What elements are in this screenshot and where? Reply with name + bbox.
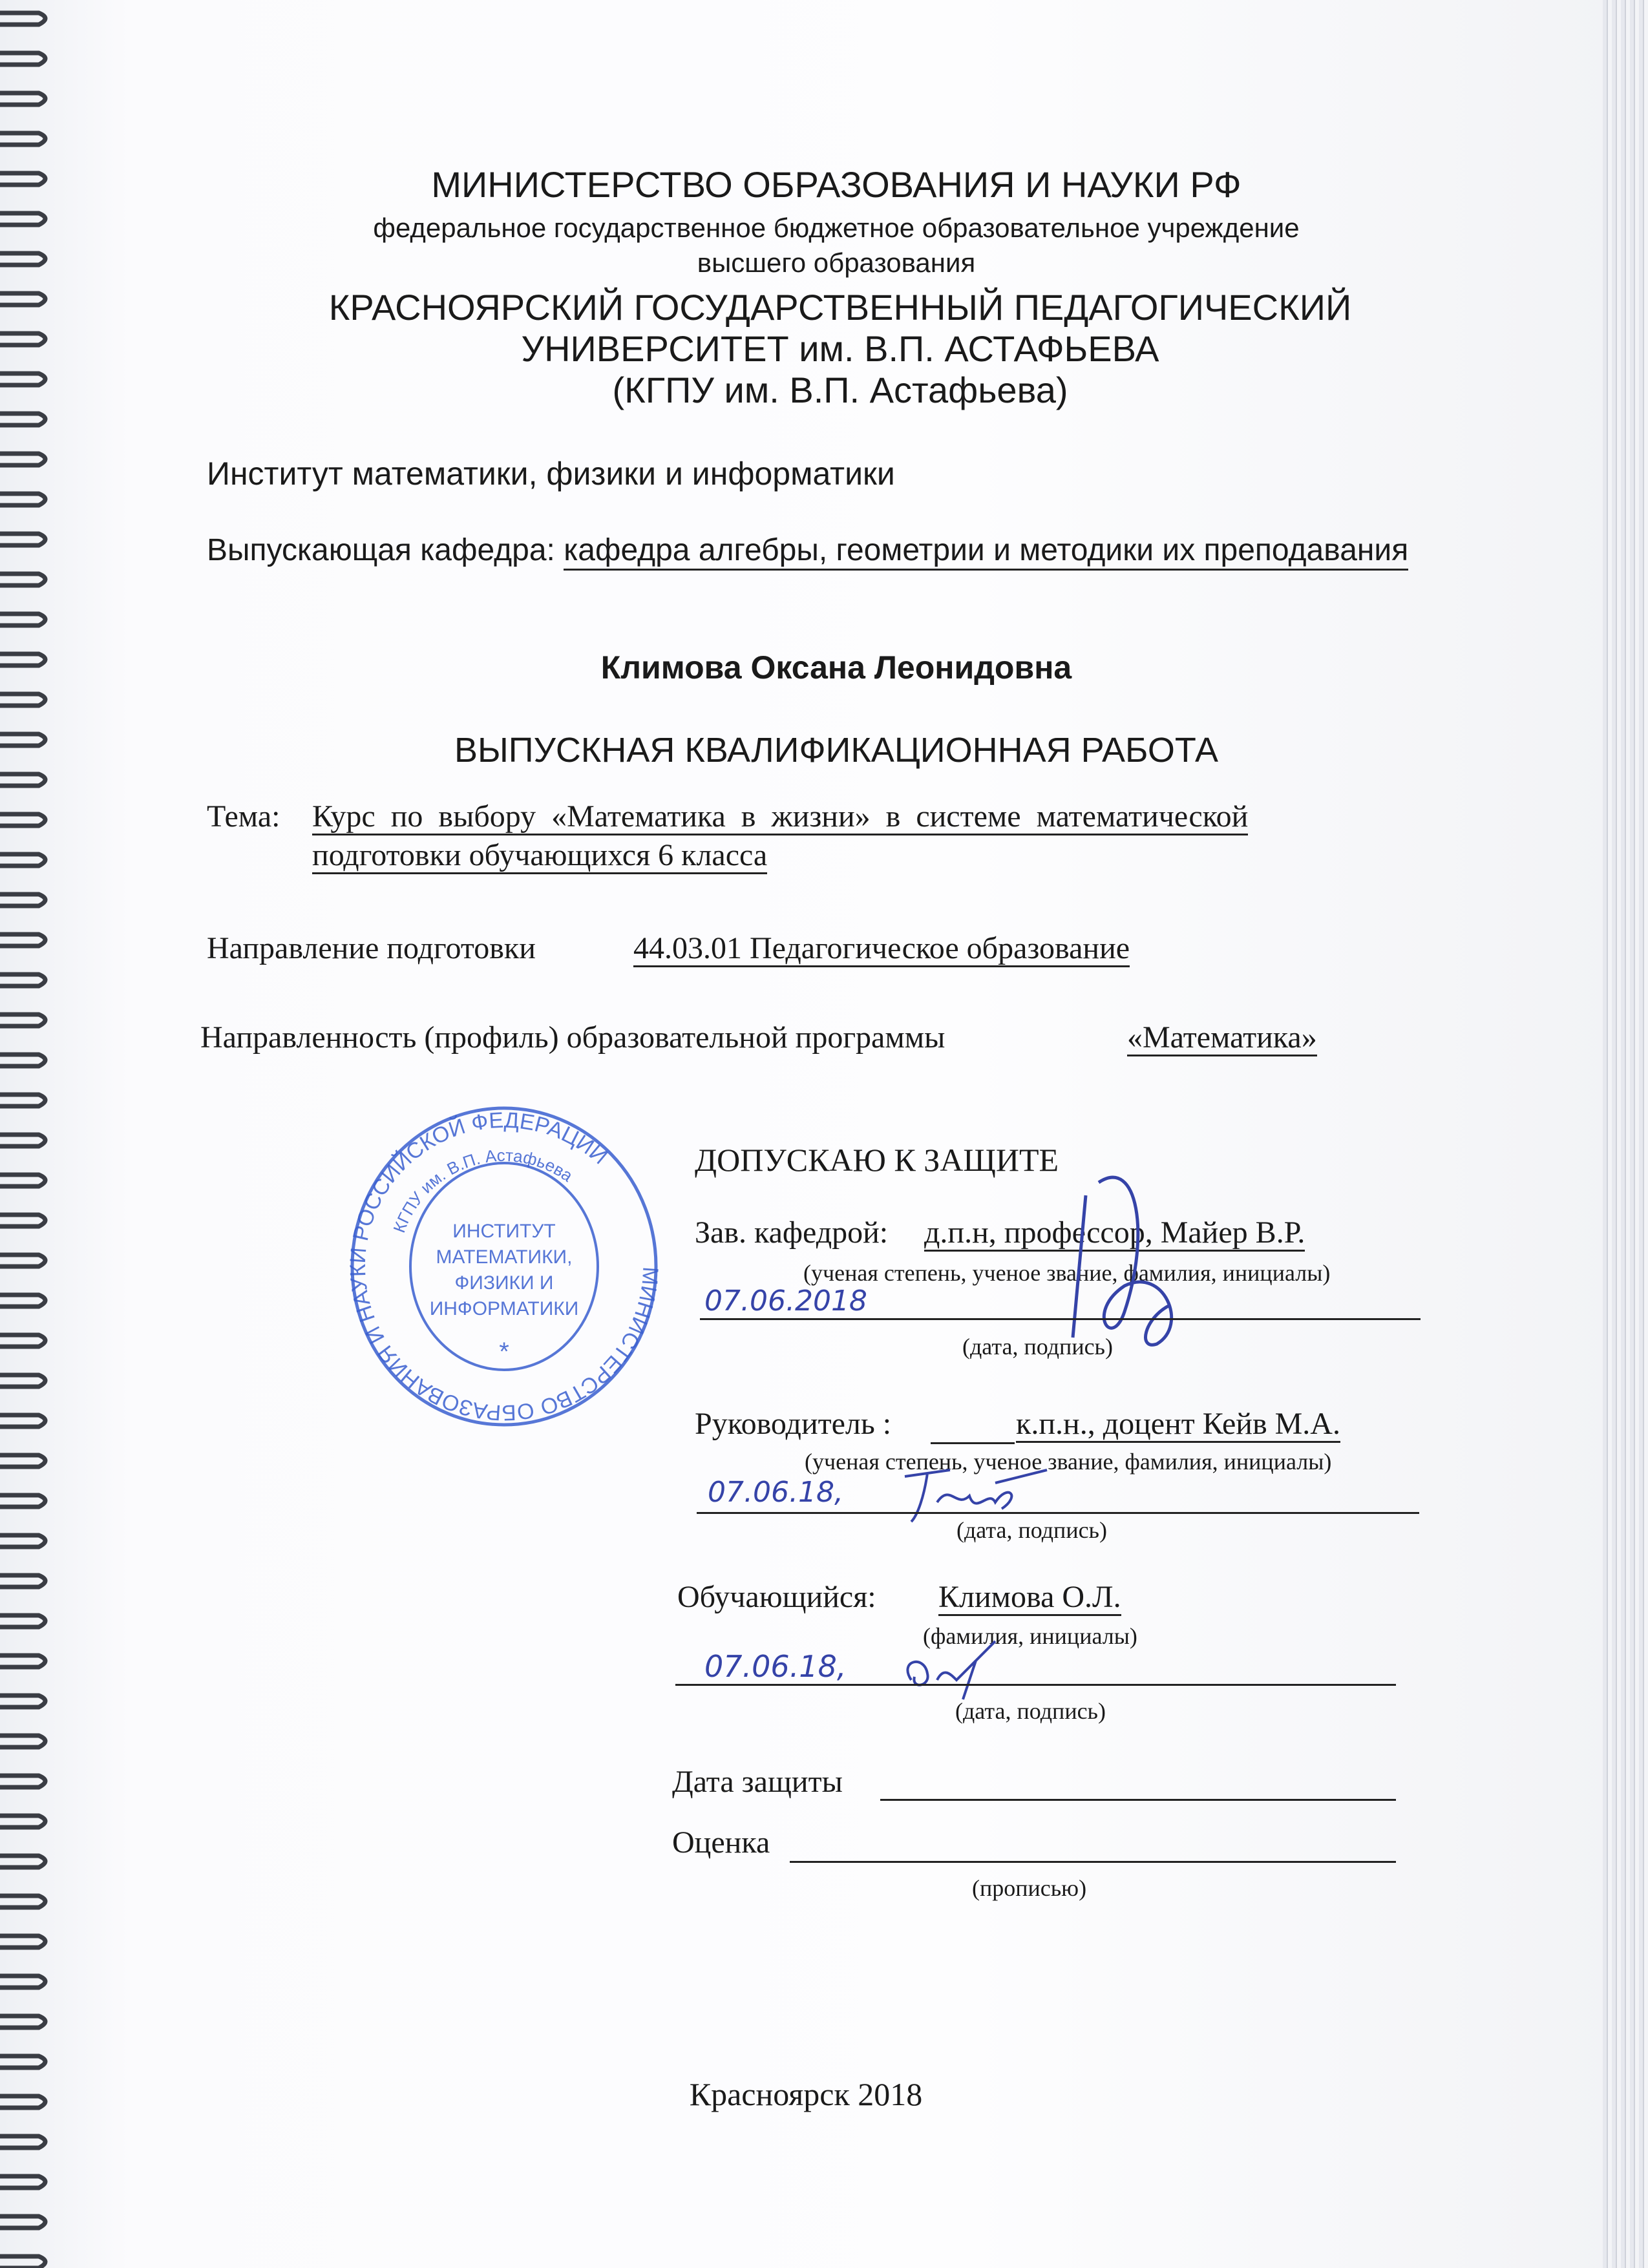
- binding-ring: [0, 2216, 45, 2228]
- binding-ring: [0, 173, 45, 185]
- ministry-title: МИНИСТЕРСТВО ОБРАЗОВАНИЯ И НАУКИ РФ: [431, 164, 1241, 205]
- date-caption-2: (дата, подпись): [956, 1517, 1107, 1543]
- date-caption-1: (дата, подпись): [962, 1334, 1113, 1360]
- binding-ring: [0, 774, 45, 786]
- supervisor-signature-line: [697, 1512, 1419, 1514]
- binding-ring: [0, 694, 45, 706]
- student-value: Климова О.Л.: [938, 1582, 1121, 1616]
- page-stack-edges: [1603, 0, 1648, 2268]
- binding-ring: [0, 1936, 45, 1948]
- binding-ring: [0, 1575, 45, 1587]
- stamp-middle-text: КГПУ им. В.П. Астафьева: [389, 1145, 576, 1235]
- binding-ring: [0, 2256, 45, 2268]
- binding-ring: [0, 1495, 45, 1507]
- binding-ring: [0, 2176, 45, 2188]
- stamp-center-line: ФИЗИКИ И: [454, 1272, 554, 1294]
- stamp-star-icon: *: [499, 1338, 509, 1366]
- direction-value: 44.03.01 Педагогическое образование: [633, 933, 1130, 967]
- spiral-binding: [0, 0, 61, 2268]
- head-value: д.п.н, профессор, Майер В.Р.: [924, 1217, 1305, 1252]
- binding-ring: [0, 253, 45, 265]
- defense-date-field: [880, 1799, 1396, 1801]
- student-signature-line: [675, 1684, 1396, 1686]
- university-abbr: (КГПУ им. В.П. Астафьева): [612, 370, 1068, 410]
- institution-type: федеральное государственное бюджетное образовательное учреждение: [373, 213, 1300, 243]
- head-label: Зав. кафедрой:: [695, 1215, 889, 1250]
- topic-line-1: Курс по выбору «Математика в жизни» в системе математической: [312, 801, 1248, 835]
- stamp-center-line: МАТЕМАТИКИ,: [436, 1246, 573, 1268]
- binding-ring: [0, 574, 45, 585]
- head-signature-line: [700, 1318, 1421, 1320]
- binding-ring: [0, 93, 45, 105]
- binding-ring: [0, 2136, 45, 2148]
- binding-ring: [0, 974, 45, 986]
- binding-ring: [0, 1976, 45, 1988]
- stamp-center-line: ИНФОРМАТИКИ: [429, 1298, 579, 1319]
- binding-ring: [0, 1215, 45, 1226]
- binding-ring: [0, 1655, 45, 1667]
- grade-field: [790, 1861, 1396, 1863]
- binding-ring: [0, 934, 45, 946]
- binding-ring: [0, 614, 45, 625]
- binding-ring: [0, 1135, 45, 1146]
- profile-label: Направленность (профиль) образовательной программы: [200, 1020, 945, 1055]
- work-type: ВЫПУСКНАЯ КВАЛИФИКАЦИОННАЯ РАБОТА: [454, 731, 1219, 770]
- binding-ring: [0, 1455, 45, 1467]
- topic-line-2: подготовки обучающихся 6 класса: [312, 840, 767, 874]
- head-handwritten-date: 07.06.2018: [704, 1285, 867, 1318]
- profile-value: «Математика»: [1127, 1022, 1317, 1056]
- binding-ring: [0, 2016, 45, 2028]
- binding-ring: [0, 814, 45, 826]
- binding-ring: [0, 13, 45, 25]
- binding-ring: [0, 2056, 45, 2068]
- binding-ring: [0, 1615, 45, 1627]
- student-signature: [898, 1635, 1008, 1706]
- date-caption-3: (дата, подпись): [955, 1698, 1106, 1724]
- binding-ring: [0, 2096, 45, 2108]
- approval-title: ДОПУСКАЮ К ЗАЩИТЕ: [695, 1142, 1059, 1178]
- institution-level: высшего образования: [697, 247, 976, 278]
- city-year: Красноярск 2018: [689, 2076, 923, 2112]
- binding-ring: [0, 1696, 45, 1707]
- university-name-2: УНИВЕРСИТЕТ им. В.П. АСТАФЬЕВА: [521, 328, 1159, 369]
- binding-ring: [0, 133, 45, 145]
- binding-ring: [0, 373, 45, 385]
- supervisor-blank: [931, 1442, 1015, 1444]
- student-caption: (фамилия, инициалы): [923, 1623, 1137, 1649]
- student-label: Обучающийся:: [677, 1580, 876, 1614]
- binding-ring: [0, 894, 45, 906]
- institute: Институт математики, физики и информатики: [207, 456, 895, 492]
- binding-ring: [0, 1816, 45, 1827]
- student-handwritten-date: 07.06.18,: [704, 1649, 847, 1684]
- university-name-1: КРАСНОЯРСКИЙ ГОСУДАРСТВЕННЫЙ ПЕДАГОГИЧЕСКИЙ: [328, 287, 1352, 328]
- binding-ring: [0, 1535, 45, 1547]
- supervisor-handwritten-date: 07.06.18,: [708, 1476, 843, 1509]
- binding-ring: [0, 53, 45, 65]
- binding-ring: [0, 1175, 45, 1186]
- binding-ring: [0, 1014, 45, 1026]
- binding-ring: [0, 1896, 45, 1907]
- supervisor-label: Руководитель :: [695, 1407, 892, 1441]
- department: [207, 535, 1408, 566]
- author-name: Климова Оксана Леонидовна: [600, 649, 1072, 686]
- binding-ring: [0, 854, 45, 866]
- institution-stamp: [343, 1105, 666, 1428]
- binding-ring: [0, 414, 45, 425]
- binding-ring: [0, 1095, 45, 1106]
- stamp-outer-text: МИНИСТЕРСТВО ОБРАЗОВАНИЯ И НАУКИ РОССИЙСКОЙ ФЕДЕРАЦИИ: [345, 1108, 663, 1425]
- binding-ring: [0, 1856, 45, 1867]
- binding-ring: [0, 1055, 45, 1066]
- defense-date-label: Дата защиты: [672, 1765, 843, 1799]
- supervisor-value: к.п.н., доцент Кейв М.А.: [1016, 1409, 1340, 1443]
- binding-ring: [0, 1295, 45, 1307]
- supervisor-caption: (ученая степень, ученое звание, фамилия, инициалы): [805, 1449, 1332, 1475]
- binding-ring: [0, 1736, 45, 1747]
- binding-ring: [0, 1335, 45, 1347]
- grade-caption: (прописью): [972, 1875, 1087, 1901]
- head-caption: (ученая степень, ученое звание, фамилия, инициалы): [803, 1260, 1331, 1286]
- grade-label: Оценка: [672, 1825, 770, 1860]
- binding-ring: [0, 1776, 45, 1787]
- binding-ring: [0, 1375, 45, 1387]
- stamp-center-line: ИНСТИТУТ: [452, 1221, 556, 1242]
- binding-ring: [0, 454, 45, 465]
- head-signature: [1060, 1157, 1228, 1350]
- stamp-center-text: [430, 1221, 579, 1319]
- binding-ring: [0, 333, 45, 345]
- binding-ring: [0, 293, 45, 305]
- binding-ring: [0, 213, 45, 225]
- department-label: Выпускающая кафедра:: [207, 533, 555, 567]
- binding-ring: [0, 734, 45, 746]
- department-value: кафедра алгебры, геометрии и методики их преподавания: [564, 533, 1408, 571]
- direction-label: Направление подготовки: [207, 931, 536, 965]
- binding-ring: [0, 1415, 45, 1427]
- binding-ring: [0, 534, 45, 545]
- topic-label: Тема:: [207, 799, 280, 834]
- binding-ring: [0, 1255, 45, 1266]
- binding-ring: [0, 654, 45, 666]
- binding-ring: [0, 494, 45, 505]
